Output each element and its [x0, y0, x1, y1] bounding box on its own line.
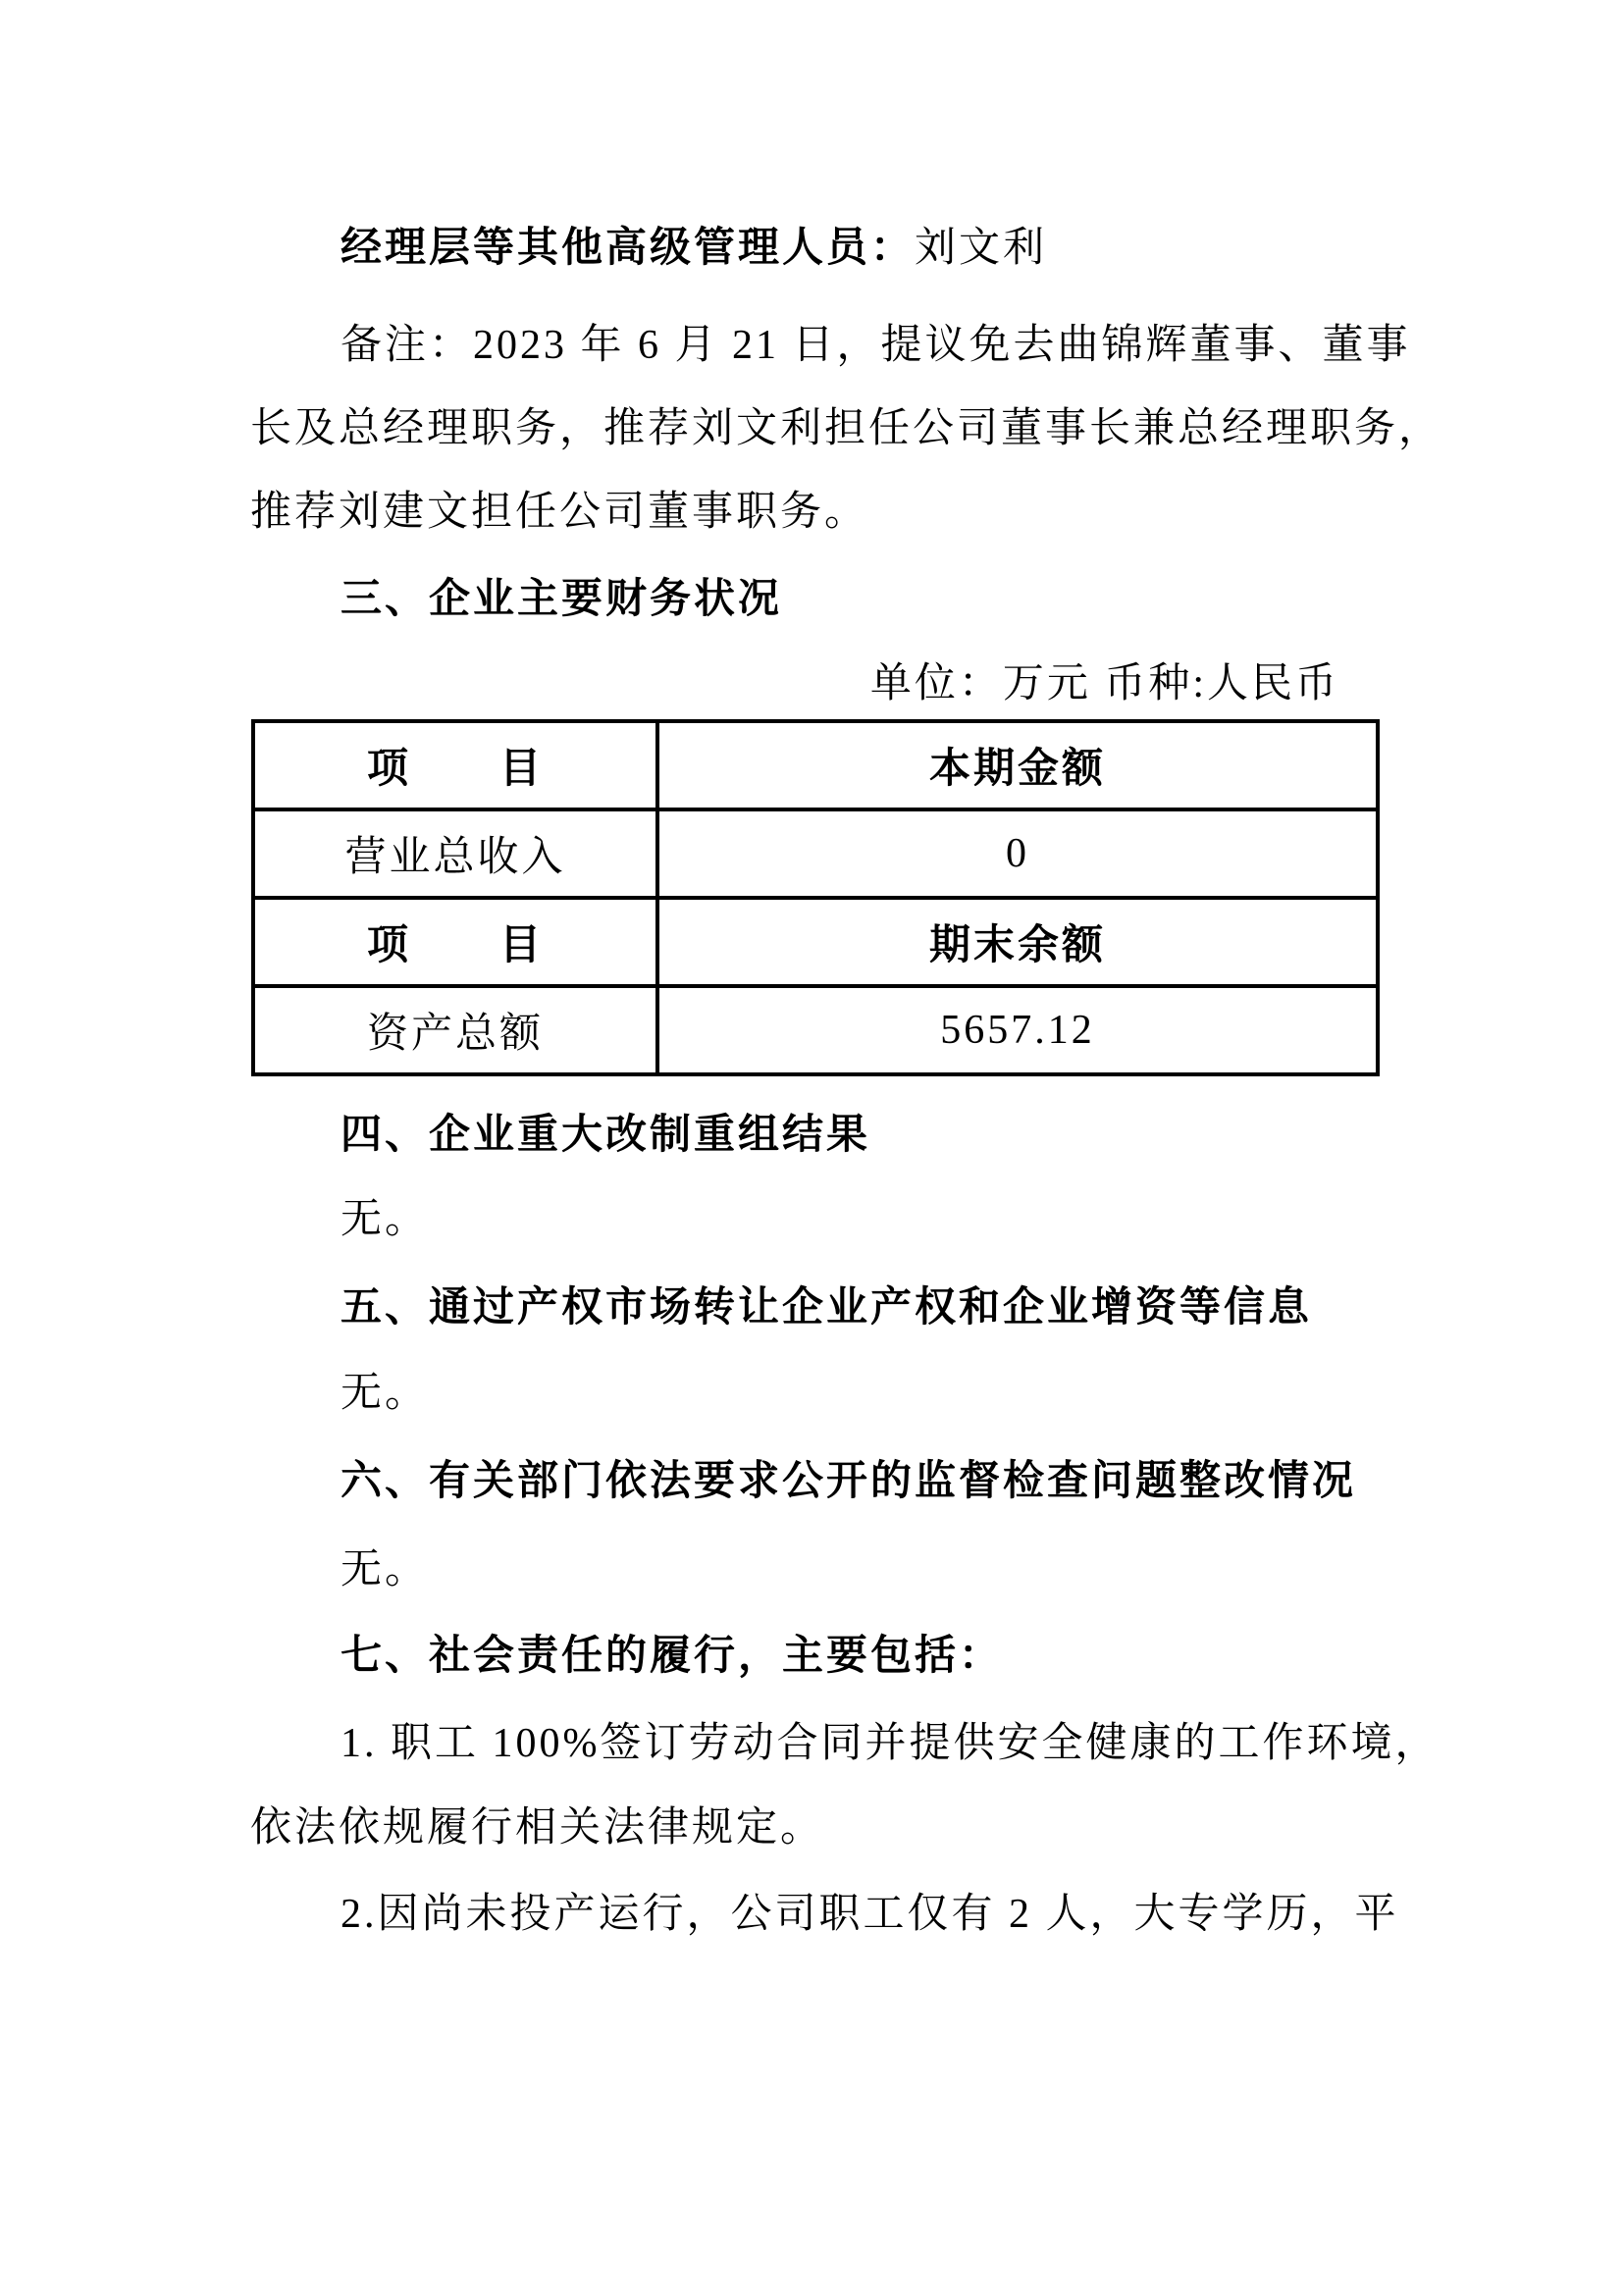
para-note-line-2: 长及总经理职务，推荐刘文利担任公司董事长兼总经理职务，	[250, 406, 1443, 451]
unit-currency-note: 单位：万元 币种:人民币	[869, 661, 1339, 706]
financial-table	[251, 719, 1380, 1076]
table-row-revenue	[253, 809, 1378, 898]
table-row-total-assets	[253, 986, 1378, 1074]
table-cell-item-header-2: 项 目	[253, 898, 657, 986]
para-social-item-1-line-1: 1. 职工 100%签订劳动合同并提供安全健康的工作环境，	[341, 1721, 1440, 1766]
senior-managers-name: 刘文利	[915, 226, 1048, 271]
para-social-item-2-line-1: 2.因尚未投产运行，公司职工仅有 2 人，大专学历，平	[341, 1892, 1399, 1937]
para-note-line-3: 推荐刘建文担任公司董事职务。	[250, 490, 869, 535]
para-social-item-1-line-2: 依法依规履行相关法律规定。	[250, 1805, 825, 1851]
heading-section-3: 三、企业主要财务状况	[341, 577, 783, 622]
heading-section-5: 五、通过产权市场转让企业产权和企业增资等信息	[341, 1285, 1313, 1330]
table-cell-current-amount-header: 本期金额	[657, 721, 1378, 809]
table-header-row-ending	[253, 898, 1378, 986]
table-cell-assets-label: 资产总额	[253, 986, 657, 1074]
table-cell-assets-value: 5657.12	[657, 986, 1378, 1074]
heading-section-4: 四、企业重大改制重组结果	[341, 1113, 871, 1158]
table-cell-ending-balance-header: 期末余额	[657, 898, 1378, 986]
table-cell-revenue-value: 0	[657, 809, 1378, 898]
table-cell-item-header: 项 目	[253, 721, 657, 809]
para-senior-managers	[341, 205, 1047, 291]
table-cell-revenue-label: 营业总收入	[253, 809, 657, 898]
senior-managers-label: 经理层等其他高级管理人员：	[341, 226, 916, 271]
para-none-2: 无。	[341, 1371, 430, 1416]
para-none-3: 无。	[341, 1547, 430, 1592]
para-none-1: 无。	[341, 1197, 430, 1242]
table-header-row-current	[253, 721, 1378, 809]
para-note-line-1: 备注：2023 年 6 月 21 日，提议免去曲锦辉董事、董事	[341, 323, 1411, 368]
heading-section-6: 六、有关部门依法要求公开的监督检查问题整改情况	[341, 1459, 1357, 1504]
heading-section-7: 七、社会责任的履行，主要包括：	[341, 1634, 1004, 1679]
